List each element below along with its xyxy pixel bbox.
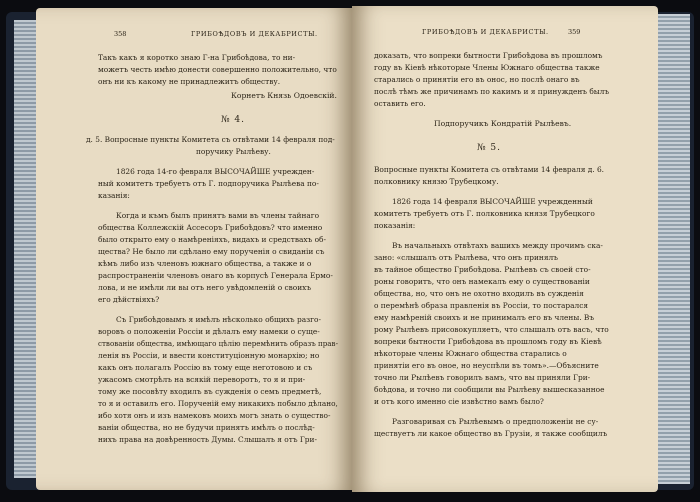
text-line: Съ Грибоѣдовымъ я имѣлъ нѣсколько общихъ разго-: [116, 315, 321, 324]
text-line: Въ начальныхъ отвѣтахъ вашихъ между прочимъ ска-: [392, 241, 603, 250]
text-line: Такъ какъ я коротко знаю Г-на Грибоѣдова, то ни-: [98, 53, 296, 62]
text-line: 1826 года 14-го февраля ВЫСОЧАЙШЕ учрежден-: [116, 167, 315, 176]
text-line: ствованіи общества, имѣющаго цѣлію перемѣнить образъ прав-: [98, 339, 338, 348]
text-line: комитетъ требуетъ отъ Г. полковника князя Трубецкого: [374, 209, 595, 218]
text-line: онъ ни къ какому не принадлежитъ обществу.: [98, 77, 281, 86]
text-line: ибо хотя онъ и изъ намековъ моихъ могъ знать о существо-: [98, 411, 331, 420]
text-line: его дѣйствіяхъ?: [98, 295, 160, 304]
text-line: полковнику князю Трубецкому.: [374, 177, 499, 186]
right-running-header: ГРИБОѢДОВЪ И ДЕКАБРИСТЫ.: [422, 28, 549, 36]
text-line: лова, и не имѣли ли вы отъ него увѣдомленій о своихъ: [98, 283, 312, 292]
text-line: 1826 года 14 февраля ВЫСОЧАЙШЕ учрежденный: [392, 197, 593, 206]
text-line: о перемѣнѣ образа правленія въ Россіи, то постарался: [374, 301, 588, 310]
text-line: году въ Кіевѣ нѣкоторые Члены Южнаго общества также: [374, 63, 600, 72]
text-line: Вопросные пункты Комитета съ отвѣтами 14 февраля д. 6.: [374, 165, 605, 174]
text-line: принятіи его въ оное, но неуспѣли въ томъ».—Объясните: [374, 361, 599, 370]
signature: Корнетъ Князь Одоевскій.: [231, 91, 337, 100]
text-line: послѣ тѣмъ же причинамъ по какимъ и я принужденъ былъ: [374, 87, 610, 96]
text-line: какъ онъ полагалъ Россію въ тому еще неготовою и съ: [98, 363, 313, 372]
left-page-number: 358: [114, 30, 127, 38]
text-line: доказать, что вопреки бытности Грибоѣдова въ прошломъ: [374, 51, 603, 60]
text-line: ществуетъ ли какое общество въ Грузіи, я также сообщилъ: [374, 429, 608, 438]
text-line: рому Рылѣевъ присовокупляетъ, что слышалъ отъ васъ, что: [374, 325, 609, 334]
text-line: зано: «слышалъ отъ Рылѣева, что онъ принялъ: [374, 253, 558, 262]
text-line: нихъ права на довѣренность Думы. Слышалъ я отъ Гри-: [98, 435, 317, 444]
text-line: ный комитетъ требуетъ отъ Г. подпоручика Рылѣева по-: [98, 179, 319, 188]
text-line: и отъ кого именно сіе извѣстно вамъ было?: [374, 397, 544, 406]
text-line: д. 5. Вопросные пункты Комитета съ отвѣтами 14 февраля под-: [86, 135, 335, 144]
text-line: вопреки бытности Грибоѣдова въ прошломъ году въ Кіевѣ: [374, 337, 602, 346]
text-line: ужасомъ смотрѣлъ на всякій переворотъ, то я и при-: [98, 375, 306, 384]
section-number: № 4.: [221, 115, 245, 125]
text-line: оставить его.: [374, 99, 426, 108]
text-line: ленія въ Россіи, и ввести конституціонную монархію; но: [98, 351, 320, 360]
text-line: было открыто ему о намѣреніяхъ, видахъ и средствахъ об-: [98, 235, 327, 244]
left-page: [36, 8, 352, 490]
text-line: старались о принятіи его въ онос, но послѣ онаго въ: [374, 75, 580, 84]
text-line: то я и оставилъ его. Порученій ему никакихъ побыло дѣлано,: [98, 399, 338, 408]
text-line: кѣмъ либо изъ членовъ южнаго общества, а также и о: [98, 259, 312, 268]
text-line: общества Коллежскій Ассесоръ Грибоѣдовъ? что именно: [98, 223, 323, 232]
text-line: поручику Рылѣеву.: [196, 147, 271, 156]
text-line: роны говоритъ, что онъ намекалъ ему о существованіи: [374, 277, 590, 286]
text-line: ему намѣреній своихъ и не принималъ его въ члены. Въ: [374, 313, 595, 322]
text-line: воровъ о положеніи Россіи и дѣлалъ ему намеки о суще-: [98, 327, 320, 336]
text-line: Разговаривая съ Рылѣевымъ о предположеніи не су-: [392, 417, 599, 426]
text-line: можетъ честь имѣю донести совершенно положительно, что: [98, 65, 337, 74]
text-line: тому же посовѣту входилъ въ сужденія о семъ предметѣ,: [98, 387, 322, 396]
section-number: № 5.: [477, 143, 501, 153]
right-page-number: 359: [568, 28, 581, 36]
text-line: распространеніи членовъ онаго въ корпусѣ Генерала Ермо-: [98, 271, 333, 280]
text-line: нѣкоторые члены Южнаго общества старались о: [374, 349, 567, 358]
left-running-header: ГРИБОѢДОВЪ И ДЕКАБРИСТЫ.: [191, 30, 318, 38]
text-line: въ тайное общество Грибоѣдова. Рылѣевъ съ своей сто-: [374, 265, 591, 274]
text-line: щества? Не было ли сдѣлано ему порученія о свиданіи съ: [98, 247, 325, 256]
text-line: общества, но, что онъ не охотно входилъ въ сужденія: [374, 289, 584, 298]
right-page: [352, 6, 658, 492]
text-line: боѣдова, и точно ли сообщили вы Рылѣеву вышесказанное: [374, 385, 605, 394]
text-line: казанія:: [98, 191, 130, 200]
text-line: показанія:: [374, 221, 416, 230]
text-line: Когда и къмъ былъ принятъ вами въ члены тайнаго: [116, 211, 320, 220]
text-line: точно ли Рылѣевъ говорилъ вамъ, что вы приняли Гри-: [374, 373, 591, 382]
text-line: ваніи общества, но не будучи принятъ имѣлъ о послѣд-: [98, 423, 315, 432]
signature: Подпоручикъ Кондратій Рылѣевъ.: [434, 119, 572, 128]
